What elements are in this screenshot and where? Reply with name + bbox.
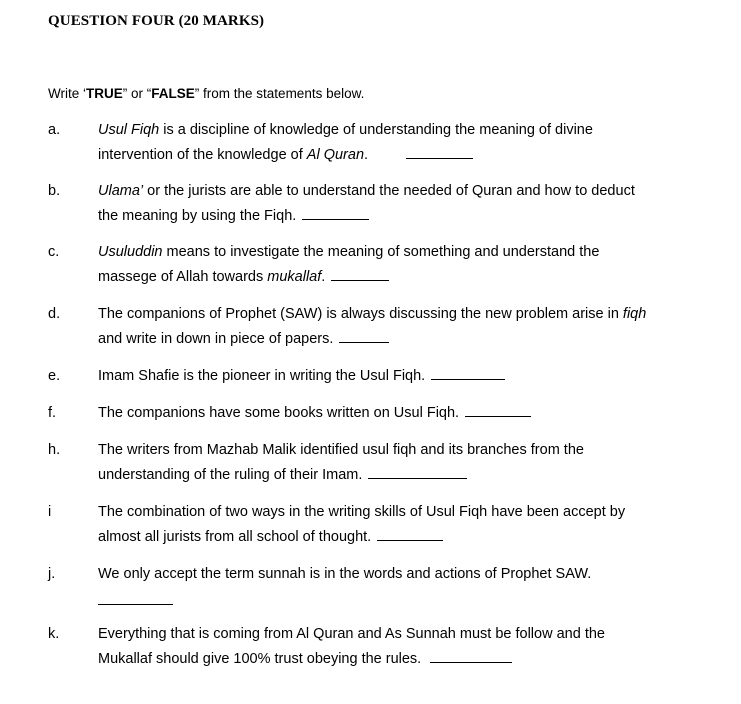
answer-blank[interactable] xyxy=(465,402,531,417)
question-text xyxy=(98,118,698,167)
question-line: almost all jurists from all school of thought. xyxy=(98,528,372,545)
answer-blank[interactable] xyxy=(339,328,389,343)
instruction-true-word: TRUE xyxy=(86,86,123,101)
answer-blank[interactable] xyxy=(302,205,369,220)
question-line: massege of Allah towards xyxy=(98,268,268,285)
question-text xyxy=(98,438,698,487)
answer-blank[interactable] xyxy=(431,365,505,380)
question-line: or the jurists are able to understand the needed of Quran and how to deduct xyxy=(143,183,635,199)
question-text xyxy=(98,302,698,351)
question-italic: Usul Fiqh xyxy=(98,122,160,138)
question-line: . xyxy=(321,268,326,285)
question-line: The companions have some books written on Usul Fiqh. xyxy=(98,405,460,421)
question-line: Everything that is coming from Al Quran and As Sunnah must be follow and the xyxy=(98,626,605,642)
question-text xyxy=(98,364,698,389)
answer-blank[interactable] xyxy=(368,464,467,479)
question-line: We only accept the term sunnah is in the words and actions of Prophet SAW. xyxy=(98,566,592,582)
instruction-mid: ” or “ xyxy=(122,86,152,101)
question-letter: e. xyxy=(48,368,61,384)
question-line: Mukallaf should give 100% trust obeying the rules. xyxy=(98,650,422,667)
answer-blank[interactable] xyxy=(331,266,389,281)
question-letter: j. xyxy=(48,566,56,582)
question-letter: b. xyxy=(48,183,61,199)
question-letter: a. xyxy=(48,122,61,138)
question-letter: k. xyxy=(48,626,60,642)
question-text xyxy=(98,500,698,549)
question-line: is a discipline of knowledge of understanding the meaning of divine xyxy=(159,122,593,138)
question-letter: f. xyxy=(48,405,57,421)
question-text xyxy=(98,401,698,426)
instruction-pre: Write ‘ xyxy=(48,86,87,101)
answer-blank[interactable] xyxy=(406,144,473,159)
instruction-false-word: FALSE xyxy=(151,86,195,101)
question-line: the meaning by using the Fiqh. xyxy=(98,207,297,224)
question-italic: mukallaf xyxy=(267,268,322,285)
question-italic: Al Quran xyxy=(306,146,365,163)
question-italic: Usuluddin xyxy=(98,244,163,260)
question-line: The companions of Prophet (SAW) is always discussing the new problem arise in xyxy=(98,306,623,322)
question-line: The combination of two ways in the writing skills of Usul Fiqh have been accept by xyxy=(98,504,626,520)
instruction-text xyxy=(48,86,364,101)
question-letter: c. xyxy=(48,244,60,260)
question-text xyxy=(98,179,698,228)
question-letter: i xyxy=(48,504,52,520)
instruction-post: ” from the statements below. xyxy=(194,86,365,101)
question-text xyxy=(98,622,698,671)
question-text xyxy=(98,562,698,587)
question-italic: fiqh xyxy=(622,306,647,322)
question-letter: d. xyxy=(48,306,61,322)
question-line: The writers from Mazhab Malik identified usul fiqh and its branches from the xyxy=(98,442,584,458)
question-letter: h. xyxy=(48,442,61,458)
question-line: intervention of the knowledge of xyxy=(98,146,307,163)
question-italic: Ulama’ xyxy=(98,183,144,199)
question-heading: QUESTION FOUR (20 MARKS) xyxy=(48,13,265,29)
answer-blank[interactable] xyxy=(98,604,173,605)
question-line: Imam Shafie is the pioneer in writing the Usul Fiqh. xyxy=(98,368,426,384)
question-line: and write in down in piece of papers. xyxy=(98,330,334,347)
question-text xyxy=(98,240,698,289)
answer-blank[interactable] xyxy=(430,648,512,663)
answer-blank[interactable] xyxy=(377,526,443,541)
question-line: understanding of the ruling of their Imam. xyxy=(98,466,363,483)
question-line: . xyxy=(364,146,369,163)
question-line: means to investigate the meaning of something and understand the xyxy=(162,244,600,260)
